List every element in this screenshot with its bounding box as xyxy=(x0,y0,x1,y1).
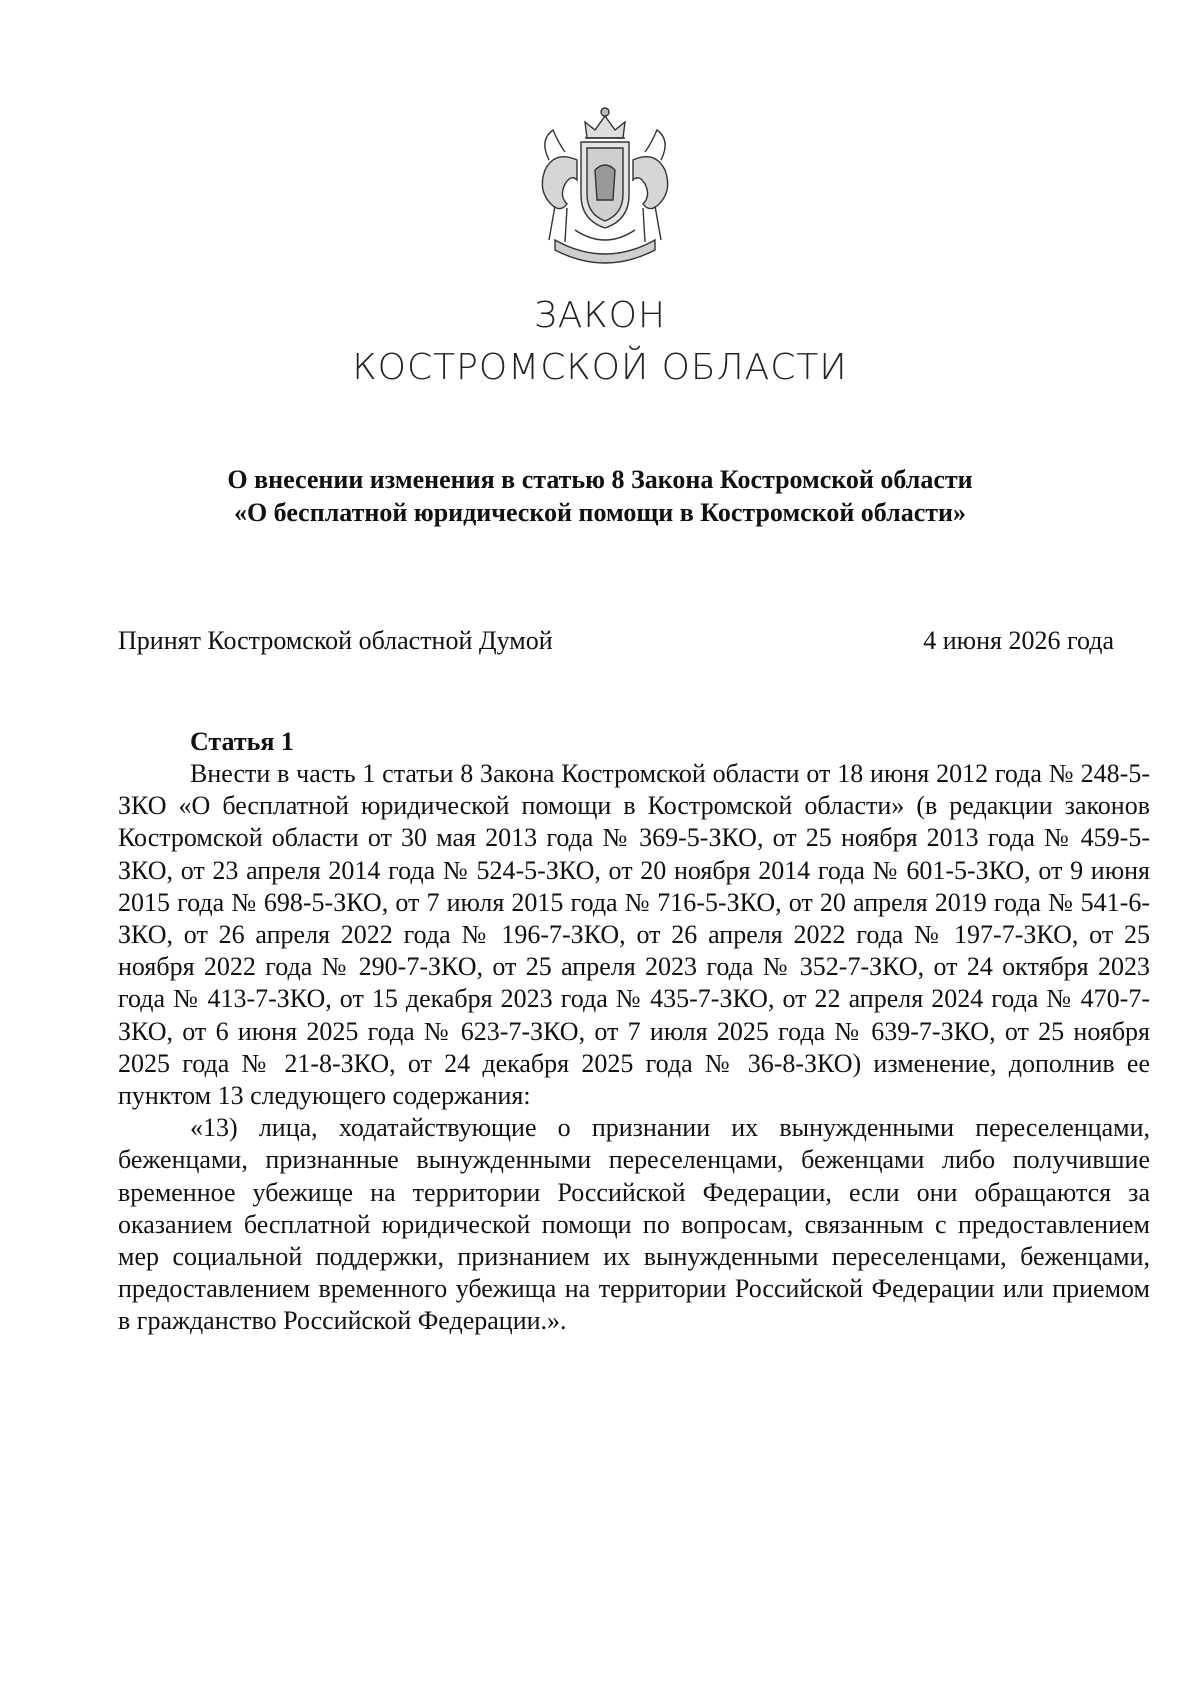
adopted-by: Принят Костромской областной Думой xyxy=(118,626,553,655)
document-title xyxy=(0,463,1200,529)
article-body xyxy=(118,758,1150,1338)
adoption-date: 4 июня 2026 года xyxy=(923,626,1114,655)
coat-of-arms-icon xyxy=(515,100,695,275)
document-title-line-2: «О бесплатной юридической помощи в Костромской области» xyxy=(233,498,967,527)
law-heading-line-2: КОСТРОМСКОЙ ОБЛАСТИ xyxy=(352,347,848,388)
article-heading: Статья 1 xyxy=(190,727,294,756)
document-title-line-1: О внесении изменения в статью 8 Закона Костромской области xyxy=(227,465,973,494)
article-paragraph-1: Внести в часть 1 статьи 8 Закона Костромской области от 18 июня 2012 года № 248-5-ЗКО «О бесплатной юридической помощи в Костромской области» (в редакции законов Костромской области от 30 мая 2013 года № 369-5-ЗКО, от 25 ноября 2013 года № 459-5-ЗКО, от 23 апреля 2014 года № 524-5-ЗКО, от 20 ноября 2014 года № 601-5-ЗКО, от 9 июня 2015 года № 698-5-ЗКО, от 7 июля 2015 года № 716-5-ЗКО, от 20 апреля 2019 года № 541-6-ЗКО, от 26 апреля 2022 года № 196-7-ЗКО, от 26 апреля 2022 года № 197-7-ЗКО, от 25 ноября 2022 года № 290-7-ЗКО, от 25 апреля 2023 года № 352-7-ЗКО, от 24 октября 2023 года № 413-7-ЗКО, от 15 декабря 2023 года № 435-7-ЗКО, от 22 апреля 2024 года № 470-7-ЗКО, от 6 июня 2025 года № 623-7-ЗКО, от 7 июля 2025 года № 639-7-ЗКО, от 25 ноября 2025 года № 21-8-ЗКО, от 24 декабря 2025 года № 36-8-ЗКО) изменение, дополнив ее пунктом 13 следующего содержания: xyxy=(118,759,1150,1111)
article-paragraph-2: «13) лица, ходатайствующие о признании их вынужденными переселенцами, беженцами, признанные вынужденными переселенцами, беженцами либо получившие временное убежище на территории Российской Федерации, если они обращаются за оказанием бесплатной юридической помощи по вопросам, связанным с предоставлением мер социальной поддержки, признанием их вынужденными переселенцами, беженцами, предоставлением временного убежища на территории Российской Федерации или приемом в гражданство Российской Федерации.». xyxy=(118,1113,1150,1336)
law-heading-line-1: ЗАКОН xyxy=(533,295,667,336)
law-heading xyxy=(0,290,1200,394)
